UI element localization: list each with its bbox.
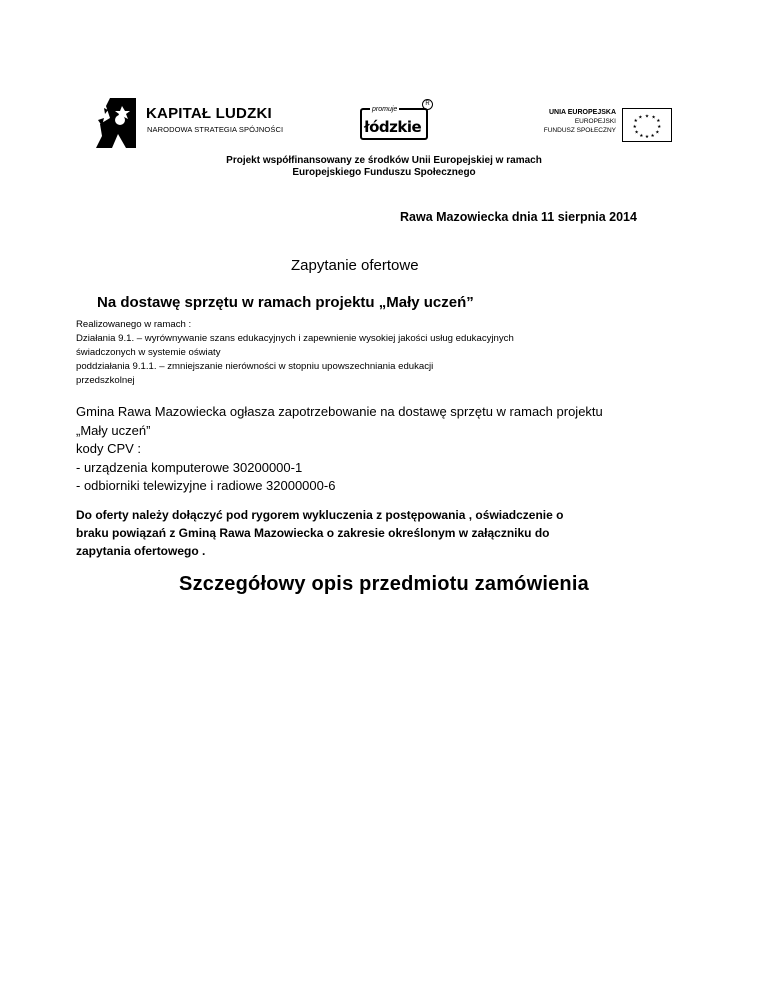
kapital-ludzki-logo <box>96 98 286 154</box>
announcement-line: Gmina Rawa Mazowiecka ogłasza zapotrzebowanie na dostawę sprzętu w ramach projektu <box>76 404 603 419</box>
svg-text:★: ★ <box>651 115 656 121</box>
lodzkie-logo-promuje: promuje <box>372 106 398 113</box>
svg-text:★: ★ <box>644 114 650 120</box>
announcement-line: - odbiorniki telewizyjne i radiowe 32000000-6 <box>76 478 336 493</box>
lodzkie-logo-text: łódzkie <box>364 118 422 136</box>
svg-text:★: ★ <box>657 124 662 130</box>
svg-text:★: ★ <box>644 135 650 141</box>
announcement-line: - urządzenia komputerowe 30200000-1 <box>76 459 303 475</box>
svg-text:★: ★ <box>638 115 643 121</box>
details-line: Działania 9.1. – wyrównywanie szans edukacyjnych i zapewnienie wysokiej jakości usług edukacyjnych <box>76 333 514 344</box>
requirement-line: zapytania ofertowego . <box>76 544 206 558</box>
program-details <box>76 318 696 388</box>
kapital-ludzki-emblem-icon <box>96 98 142 154</box>
cofunding-line1: Projekt współfinansowany ze środków Unii Europejskiej w ramach <box>226 155 542 166</box>
eu-logo-line1: UNIA EUROPEJSKA <box>548 109 616 116</box>
registered-mark-icon: R <box>422 99 433 110</box>
kapital-ludzki-subtitle: NARODOWA STRATEGIA SPÓJNOŚCI <box>147 125 284 134</box>
kapital-ludzki-title: KAPITAŁ LUDZKI <box>146 105 272 122</box>
requirement-paragraph <box>76 506 676 560</box>
svg-text:★: ★ <box>634 130 639 136</box>
eu-flag-icon <box>622 108 672 142</box>
announcement-line: „Mały uczeń” <box>76 422 151 438</box>
svg-text:★: ★ <box>633 119 638 125</box>
lodzkie-logo <box>356 96 438 144</box>
eu-logo <box>530 108 680 144</box>
announcement-line: kody CPV : <box>76 441 142 456</box>
document-heading: Zapytanie ofertowe <box>291 257 419 274</box>
svg-text:★: ★ <box>650 134 655 140</box>
document-subject: Na dostawę sprzętu w ramach projektu „Mały uczeń” <box>97 294 474 311</box>
eu-logo-line3: FUNDUSZ SPOŁECZNY <box>543 127 616 134</box>
svg-text:★: ★ <box>655 130 660 136</box>
details-line: poddziałania 9.1.1. – zmniejszanie nierówności w stopniu upowszechniania edukacji <box>76 361 434 372</box>
section-title: Szczegółowy opis przedmiotu zamówienia <box>179 573 589 595</box>
cofunding-line2: Europejskiego Funduszu Społecznego <box>292 167 476 178</box>
cofunding-note <box>0 155 768 179</box>
requirement-line: Do oferty należy dołączyć pod rygorem wykluczenia z postępowania , oświadczenie o <box>76 508 564 522</box>
svg-text:★: ★ <box>639 134 644 140</box>
details-line: Realizowanego w ramach : <box>76 319 192 330</box>
place-date: Rawa Mazowiecka dnia 11 sierpnia 2014 <box>400 210 637 224</box>
announcement-paragraph <box>76 403 716 496</box>
eu-logo-text <box>544 108 616 135</box>
requirement-line: braku powiązań z Gminą Rawa Mazowiecka o zakresie określonym w załączniku do <box>76 526 550 540</box>
svg-text:★: ★ <box>656 119 661 125</box>
details-line: świadczonych w systemie oświaty <box>76 347 221 358</box>
details-line: przedszkolnej <box>76 375 135 386</box>
svg-text:★: ★ <box>632 124 637 130</box>
eu-logo-line2: EUROPEJSKI <box>574 118 616 125</box>
